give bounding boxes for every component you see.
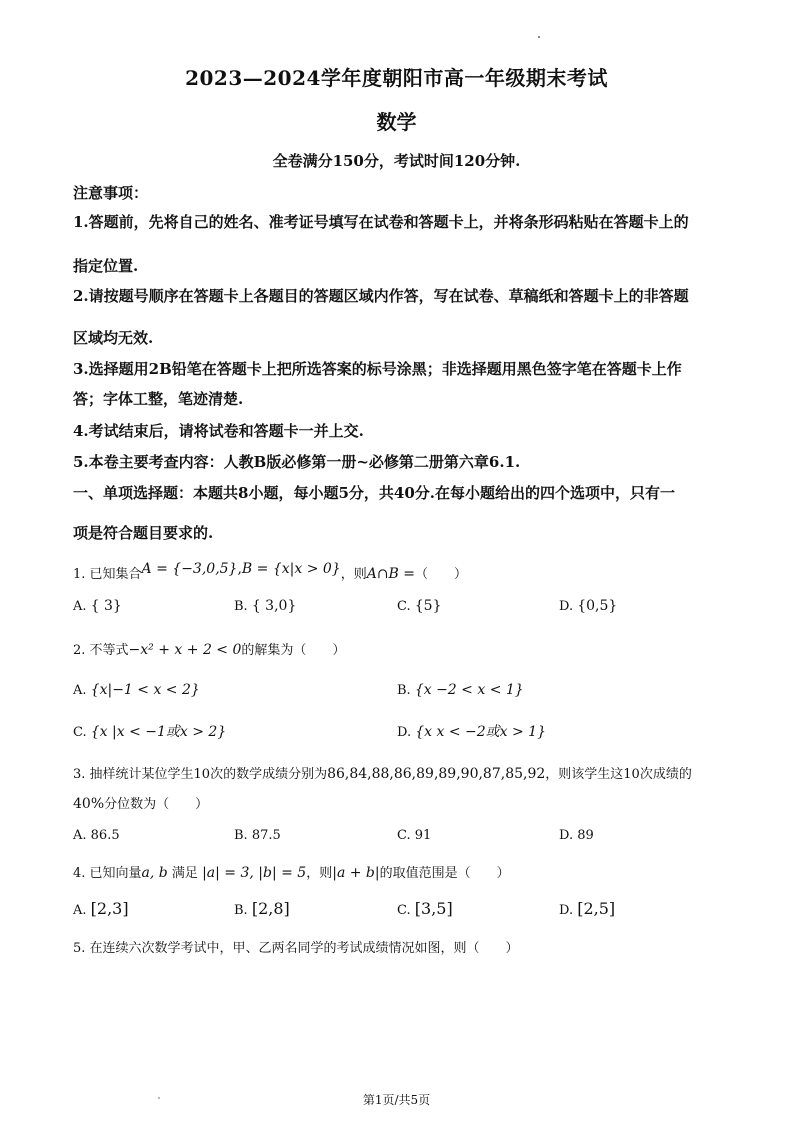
q2-b-label: B. [397,683,411,698]
q2-option-a [73,682,200,698]
q3-percent: 40% [73,796,105,812]
note-2-line-2: 区域均无效. [73,329,154,347]
q4-d-value: [2,5] [577,899,616,918]
q2-c-value: {x |x < −1或x > 2} [90,724,227,740]
q1-sep: , [237,561,242,577]
section-1-line-1: 一、单项选择题：本题共8小题，每小题5分，共40分.在每小题给出的四个选项中，只有一 [73,484,675,502]
q2-option-c [73,721,226,741]
subject-title: 数学 [376,110,417,134]
q2-suffix: 的解集为（ ） [241,643,346,658]
question-2 [73,639,345,658]
q1-mid: ，则 [340,567,367,582]
q3-option-d: D. 89 [559,828,594,843]
q1-a-value: { 3} [90,598,122,614]
q3-data: 86,84,88,86,89,89,90,87,85,92 [327,766,546,782]
q1-c-label: C. [397,599,411,614]
q3-suffix: ，则该学生这10次成绩的 [545,767,692,782]
note-3-line-2: 答；字体工整，笔迹清楚. [73,390,244,408]
q2-expr: −x² + x + 2 < 0 [128,642,242,658]
question-3 [73,763,692,782]
q1-prefix: 1. 已知集合 [73,567,142,582]
question-4 [73,862,510,881]
question-5: 5. 在连续六次数学考试中，甲、乙两名同学的考试成绩情况如图，则（ ） [73,941,519,956]
q4-mid2: ，则 [306,866,333,881]
q4-option-c [397,899,453,918]
q2-d-value: {x x < −2或x > 1} [415,724,546,740]
question-1 [73,563,467,582]
q4-option-a [73,899,129,918]
q2-b-value: {x −2 < x < 1} [414,682,524,698]
q4-prefix: 4. 已知向量 [73,866,142,881]
q4-a-label: A. [73,903,87,918]
q3-option-a: A. 86.5 [73,828,120,843]
q1-option-c [397,598,442,614]
q1-d-label: D. [559,599,574,614]
note-3-line-1: 3.选择题用2B铅笔在答题卡上把所选答案的标号涂黑；非选择题用黑色签字笔在答题卡上作 [73,360,682,378]
q3-option-c: C. 91 [397,828,432,843]
q1-option-b [234,598,296,614]
q1-a-label: A. [73,599,87,614]
q1-set-a: A = {−3,0,5} [141,561,238,577]
q3-prefix: 3. 抽样统计某位学生10次的数学成绩分别为 [73,767,328,782]
q4-b-label: B. [234,903,248,918]
q2-option-d [397,721,546,741]
q4-suffix: 的取值范围是（ ） [379,866,510,881]
note-1-line-1: 1.答题前，先将自己的姓名、准考证号填写在试卷和答题卡上，并将条形码粘贴在答题卡上的 [73,213,689,231]
page-footer: 第1页/共5页 [362,1093,431,1107]
q1-option-d [559,598,617,614]
q1-b-value: { 3,0} [251,598,297,614]
q4-vectors: a, b [141,865,168,881]
q4-option-b [234,899,290,918]
q4-expr: |a + b| [332,865,380,881]
q1-paren: （ ） [415,567,468,582]
q2-a-value: {x|−1 < x < 2} [90,682,200,698]
q4-condition: |a| = 3, |b| = 5 [202,865,307,881]
scan-speck [538,36,540,38]
q1-c-value: {5} [414,598,442,614]
q2-a-label: A. [73,683,87,698]
q3-option-b: B. 87.5 [234,828,281,843]
q2-d-label: D. [397,725,412,740]
note-4: 4.考试结束后，请将试卷和答题卡一并上交. [73,422,364,440]
note-5: 5.本卷主要考查内容：人教B版必修第一册~必修第二册第六章6.1. [73,453,521,471]
q1-b-label: B. [234,599,248,614]
q2-c-label: C. [73,725,87,740]
note-2-line-1: 2.请按题号顺序在答题卡上各题目的答题区域内作答，写在试卷、草稿纸和答题卡上的非答题 [73,287,689,305]
note-1-line-2: 指定位置. [73,257,139,275]
q4-option-d [559,899,615,918]
q4-b-value: [2,8] [251,899,290,918]
q1-d-value: {0,5} [577,598,618,614]
q4-a-value: [2,3] [90,899,129,918]
q2-option-b [397,682,524,698]
q3-line2-text: 分位数为（ ） [104,797,209,812]
q1-expr: A∩B = [366,566,416,582]
q4-mid1: 满足 [171,866,198,881]
q4-c-label: C. [397,903,411,918]
q2-prefix: 2. 不等式 [73,643,129,658]
q1-set-b: B = {x|x > 0} [241,561,341,577]
question-3-line-2 [73,793,208,812]
score-info: 全卷满分150分，考试时间120分钟. [272,152,521,170]
q4-d-label: D. [559,903,574,918]
notes-heading: 注意事项： [73,184,149,202]
exam-title: 2023—2024学年度朝阳市高一年级期末考试 [185,66,608,90]
q4-c-value: [3,5] [414,899,453,918]
section-1-line-2: 项是符合题目要求的. [73,524,214,542]
q1-option-a [73,598,122,614]
